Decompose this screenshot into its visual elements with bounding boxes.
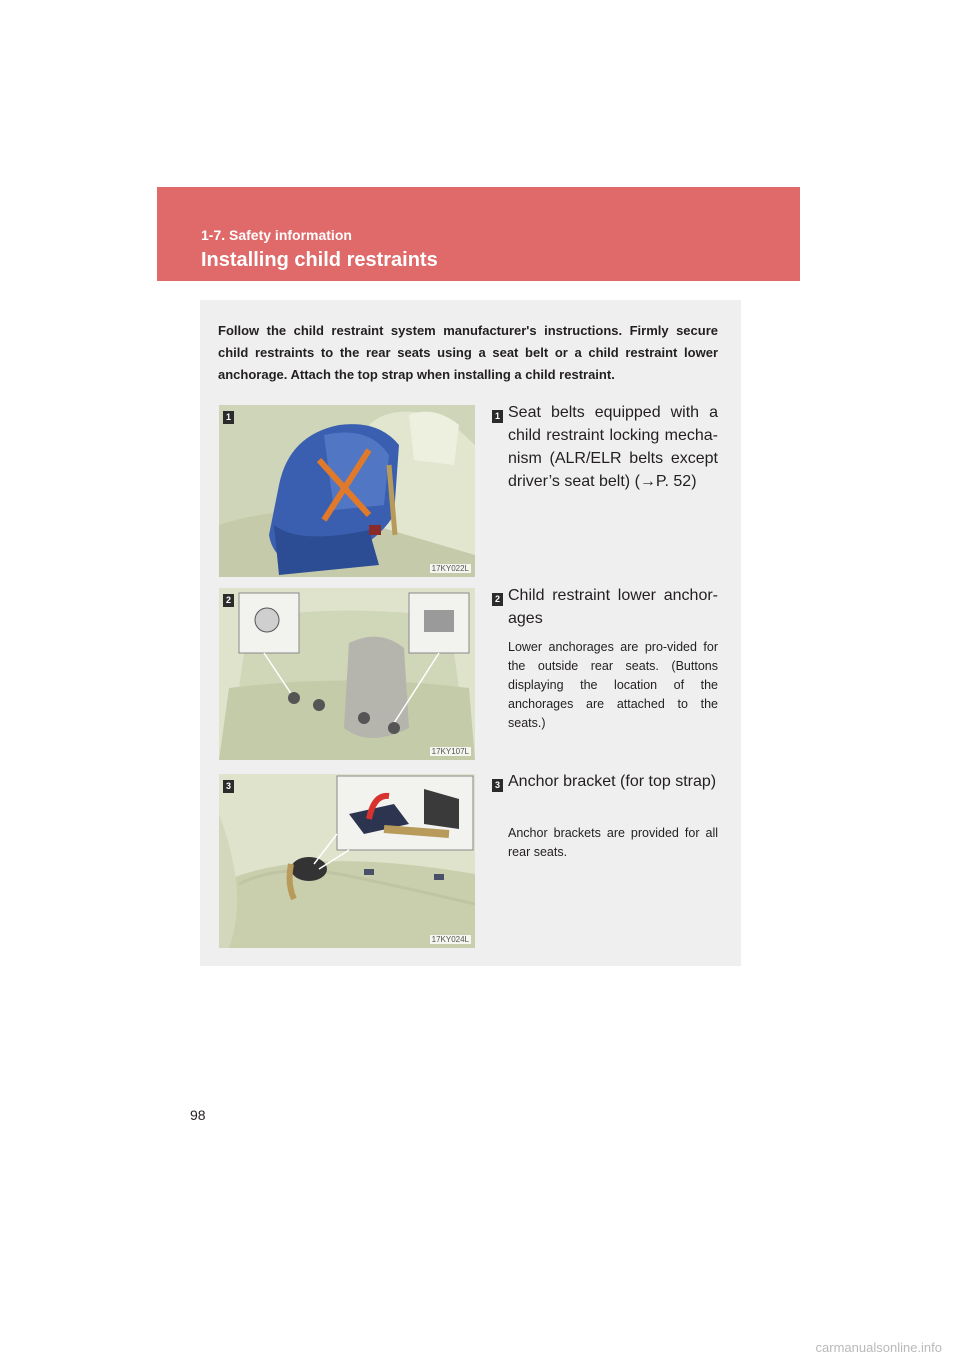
child-seat-photo — [219, 405, 475, 577]
item-title: Child restraint lower anchor-ages — [508, 587, 718, 627]
watermark: carmanualsonline.info — [815, 1340, 942, 1355]
content-panel — [200, 300, 741, 966]
item-description: Anchor brackets are provided for all rear seats. — [508, 826, 718, 859]
item-title: Anchor bracket (for top strap) — [508, 773, 717, 790]
anchor-bracket-illustration — [219, 774, 475, 948]
item-description: Lower anchorages are pro-vided for the outside rear seats. (Buttons displaying the location of the anchorages are attached to the seats.) — [508, 640, 718, 730]
child-seat-illustration — [219, 405, 475, 577]
image-code: 17KY107L — [431, 747, 469, 756]
item-title: Seat belts equipped with a child restraint locking mecha-nism (ALR/ELR belts except driver’s seat belt) (→P. 52) — [508, 404, 718, 490]
item-number-badge: 1 — [492, 410, 503, 423]
item-number-badge: 2 — [492, 593, 503, 606]
anchor-bracket-photo — [219, 774, 475, 948]
intro-paragraph: Follow the child restraint system manufacturer's instructions. Firmly secure child restraints to the rear seats using a seat belt or a child restraint lower anchorage. Attach the top strap when installing a child restraint. — [218, 323, 718, 382]
photo-number-badge: 3 — [223, 780, 234, 793]
section-header — [157, 187, 800, 281]
photo-number-badge: 2 — [223, 594, 234, 607]
image-code: 17KY024L — [431, 935, 469, 944]
item-number-badge: 3 — [492, 779, 503, 792]
image-code: 17KY022L — [431, 564, 469, 573]
photo-number-badge: 1 — [223, 411, 234, 424]
section-label: 1-7. Safety information — [201, 227, 352, 243]
lower-anchorage-illustration — [219, 588, 475, 760]
lower-anchorage-photo — [219, 588, 475, 760]
page-number: 98 — [190, 1107, 206, 1123]
page-title: Installing child restraints — [201, 249, 438, 271]
